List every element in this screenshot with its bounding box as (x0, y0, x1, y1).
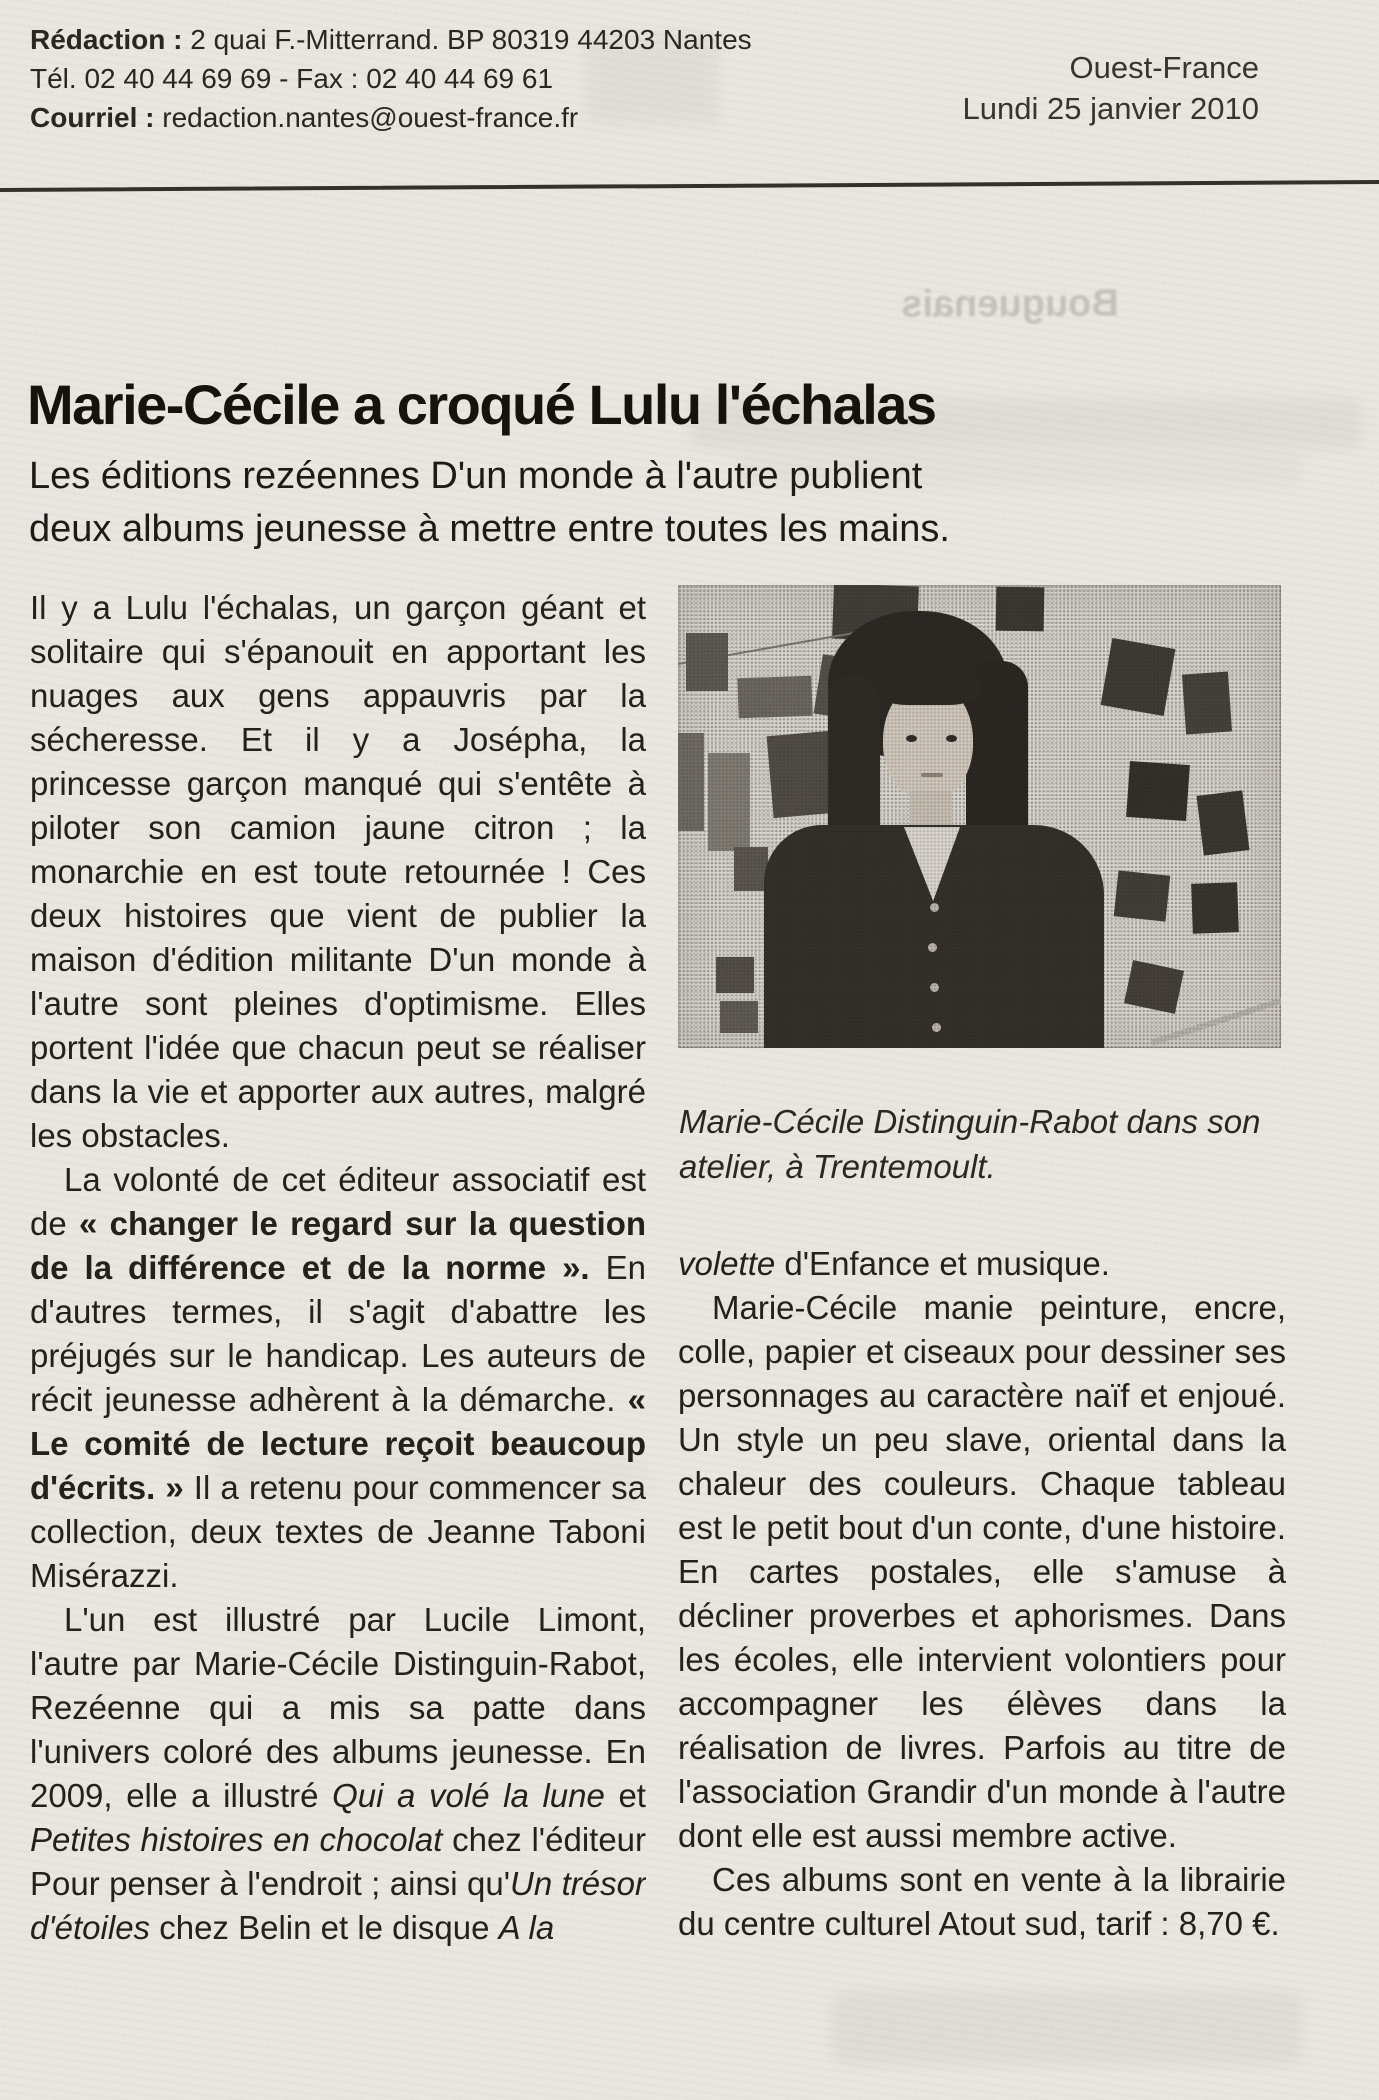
portrait-fringe (876, 659, 980, 705)
courriel-line (30, 98, 752, 137)
wall-artwork (1197, 790, 1250, 855)
portrait-neck (910, 791, 952, 829)
masthead-edition-block (963, 47, 1259, 129)
portrait-eye (906, 735, 917, 742)
redaction-label: Rédaction : (30, 24, 183, 55)
paragraph: Marie-Cécile manie peinture, encre, colle, papier et ciseaux pour dessiner ses personnages au caractère naïf et enjoué. Un style un peu slave, oriental dans la chaleur des couleurs. Chaque tableau est le petit bout d'un conte, d'une histoire. En cartes postales, elle s'amuse à décliner proverbes et aphorismes. Dans les écoles, elle intervient volontiers pour accompagner les élèves dans la réalisation de livres. Parfois au titre de l'association Grandir d'un monde à l'autre dont elle est aussi membre active. (678, 1289, 1286, 1854)
portrait-eye (946, 735, 957, 742)
paragraph: Il y a Lulu l'échalas, un garçon géant et solitaire qui s'épanouit en apportant les nuages aux gens appauvris par la sécheresse. Et il y a Josépha, la princesse garçon manqué qui s'entête à piloter son camion jaune citron ; la monarchie en est toute retournée ! Ces deux histoires que vient de publier la maison d'édition militante D'un monde à l'autre sont pleines d'optimisme. Elles portent l'idée que chacun peut se réaliser dans la vie et apporter aux autres, malgré les obstacles. (30, 589, 646, 1154)
portrait-button (930, 903, 939, 912)
issue-date: Lundi 25 janvier 2010 (962, 91, 1259, 126)
standfirst (29, 450, 950, 556)
paragraph: Ces albums sont en vente à la librairie du centre culturel Atout sud, tarif : 8,70 €. (678, 1861, 1286, 1942)
wall-artwork (737, 676, 812, 719)
portrait-button (930, 983, 939, 992)
portrait-button (932, 1023, 941, 1032)
wall-artwork (1182, 671, 1232, 734)
paragraph: L'un est illustré par Lucile Limont, l'autre par Marie-Cécile Distinguin-Rabot, Rezéenne qui a mis sa patte dans l'univers coloré des albums jeunesse. En 2009, elle a illustré Qui a volé la lune et Petites histoires en chocolat chez l'éditeur Pour penser à l'endroit ; ainsi qu'Un trésor d'étoiles chez Belin et le disque A la (30, 1601, 646, 1946)
phone-fax-line: Tél. 02 40 44 69 69 - Fax : 02 40 44 69 61 (30, 63, 554, 94)
wall-artwork (708, 753, 750, 851)
wall-artwork (996, 587, 1045, 632)
portrait-mouth (921, 773, 943, 777)
standfirst-line: Les éditions rezéennes D'un monde à l'autre publient (29, 455, 923, 497)
wall-artwork (1126, 761, 1190, 821)
photo-caption: Marie-Cécile Distinguin-Rabot dans son atelier, à Trentemoult. (679, 1103, 1261, 1185)
redaction-line (30, 20, 752, 59)
headline: Marie-Cécile a croqué Lulu l'échalas (27, 373, 936, 436)
wall-artwork (716, 957, 754, 993)
courriel-address: redaction.nantes@ouest-france.fr (162, 102, 579, 133)
wall-artwork (678, 733, 704, 831)
article-photo (678, 585, 1281, 1048)
paragraph: volette d'Enfance et musique. (678, 1245, 1110, 1282)
article-column-right (678, 1242, 1286, 2094)
wall-artwork (1191, 882, 1239, 934)
article-column-left (30, 586, 646, 2100)
wall-artwork (1114, 870, 1171, 921)
standfirst-line: deux albums jeunesse à mettre entre toutes les mains. (29, 508, 950, 550)
wall-artwork (720, 1001, 758, 1033)
masthead-contact-block (30, 20, 752, 137)
redaction-address: 2 quai F.-Mitterrand. BP 80319 44203 Nantes (190, 24, 752, 55)
wall-artwork (686, 633, 728, 691)
courriel-label: Courriel : (30, 102, 155, 133)
portrait-button (928, 943, 937, 952)
wall-artwork (1124, 960, 1184, 1014)
wall-artwork (734, 847, 768, 891)
newspaper-name: Ouest-France (1069, 50, 1259, 85)
header-divider (0, 180, 1379, 192)
paragraph: La volonté de cet éditeur associatif est de « changer le regard sur la question de la différence et de la norme ». En d'autres termes, il s'agit d'abattre les préjugés sur le handicap. Les auteurs de récit jeunesse adhèrent à la démarche. « Le comité de lecture reçoit beaucoup d'écrits. » Il a retenu pour commencer sa collection, deux textes de Jeanne Taboni Misérazzi. (30, 1161, 646, 1594)
bleed-through-text: Bouguenais (901, 282, 1119, 326)
wall-artwork (1101, 638, 1176, 716)
